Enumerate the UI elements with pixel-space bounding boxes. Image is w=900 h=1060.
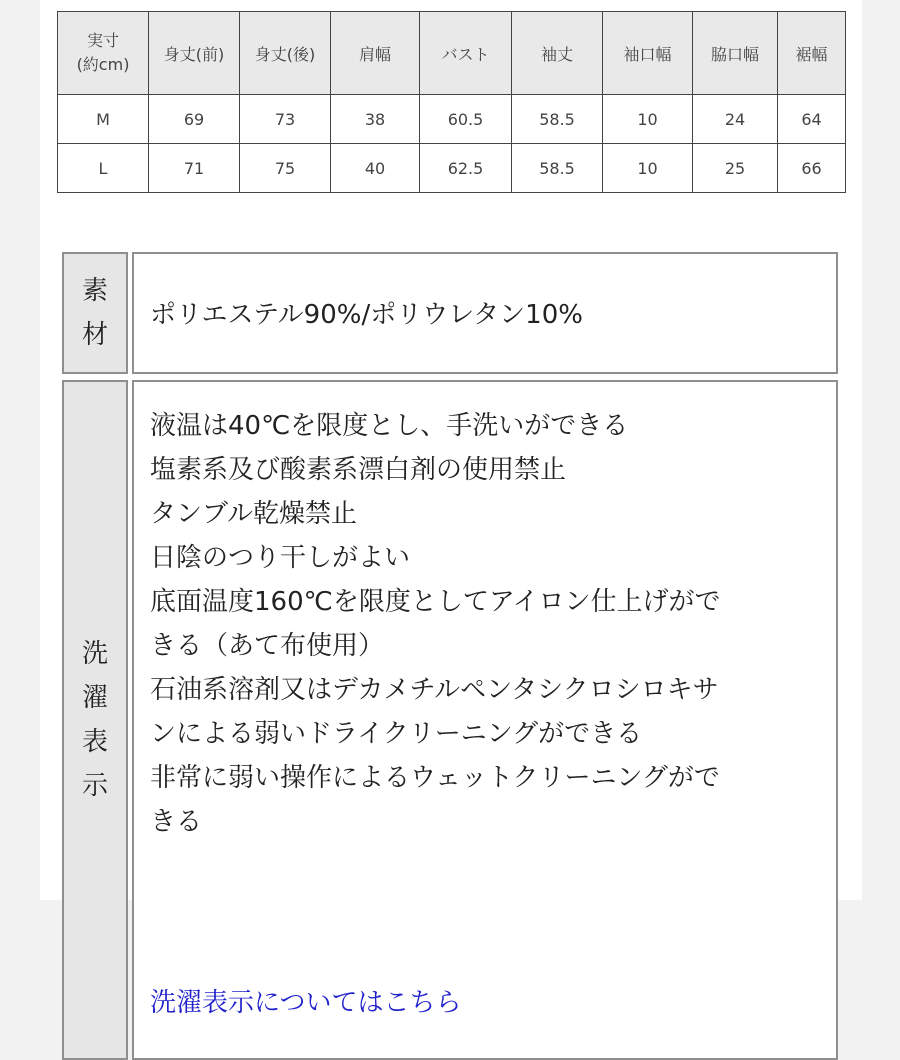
care-line: ンによる弱いドライクリーニングができる (150, 719, 643, 749)
size-label: M (58, 95, 149, 144)
table-cell: 10 (603, 144, 693, 193)
care-line: 塩素系及び酸素系漂白剤の使用禁止 (150, 455, 567, 485)
label-char: 洗 (81, 639, 108, 669)
label-char: 素 (81, 276, 108, 306)
care-line: 底面温度160℃を限度としてアイロン仕上げがで (150, 587, 721, 617)
column-header: 身丈(前) (149, 12, 240, 95)
material-row (62, 252, 838, 374)
label-char: 表 (81, 727, 108, 757)
measurement-corner-cell (58, 12, 149, 95)
label-char: 材 (81, 320, 108, 350)
care-line: 非常に弱い操作によるウェットクリーニングがで (150, 763, 720, 793)
label-char: 示 (81, 771, 108, 801)
size-chart-header-row (58, 12, 846, 95)
care-row (62, 380, 838, 1060)
material-label-cell (62, 252, 128, 374)
care-line: 日陰のつり干しがよい (150, 543, 411, 573)
table-cell: 58.5 (512, 144, 603, 193)
care-line: 石油系溶剤又はデカメチルペンタシクロシロキサ (150, 675, 719, 705)
table-cell: 69 (149, 95, 240, 144)
table-cell: 73 (240, 95, 331, 144)
care-label-info-link[interactable]: 洗濯表示についてはこちら (150, 988, 462, 1018)
care-line: きる（あて布使用） (150, 631, 385, 661)
column-header: 袖丈 (512, 12, 603, 95)
size-row-m (58, 95, 846, 144)
material-label (64, 269, 126, 357)
table-cell: 60.5 (420, 95, 512, 144)
label-char: 濯 (81, 683, 108, 713)
care-line: きる (150, 807, 203, 837)
size-label: L (58, 144, 149, 193)
corner-label-line-1: 実寸 (86, 31, 119, 50)
care-label-cell (62, 380, 128, 1060)
care-label (64, 632, 126, 808)
table-cell: 64 (778, 95, 846, 144)
table-cell: 66 (778, 144, 846, 193)
care-line: 液温は40℃を限度とし、手洗いができる (150, 411, 629, 441)
column-header: 身丈(後) (240, 12, 331, 95)
table-cell: 24 (693, 95, 778, 144)
care-value-cell (132, 380, 838, 1060)
table-cell: 75 (240, 144, 331, 193)
table-cell: 38 (331, 95, 420, 144)
care-instructions (150, 404, 826, 844)
column-header: 肩幅 (331, 12, 420, 95)
size-chart-table (57, 11, 846, 193)
column-header: バスト (420, 12, 512, 95)
table-cell: 71 (149, 144, 240, 193)
table-cell: 62.5 (420, 144, 512, 193)
corner-label-line-2: (約cm) (76, 55, 130, 74)
material-value-cell (132, 252, 838, 374)
column-header: 袖口幅 (603, 12, 693, 95)
table-cell: 25 (693, 144, 778, 193)
table-cell: 58.5 (512, 95, 603, 144)
table-cell: 10 (603, 95, 693, 144)
table-cell: 40 (331, 144, 420, 193)
column-header: 脇口幅 (693, 12, 778, 95)
column-header: 裾幅 (778, 12, 846, 95)
material-composition: ポリエステル90%/ポリウレタン10% (150, 300, 583, 330)
size-row-l (58, 144, 846, 193)
care-line: タンブル乾燥禁止 (150, 499, 357, 529)
